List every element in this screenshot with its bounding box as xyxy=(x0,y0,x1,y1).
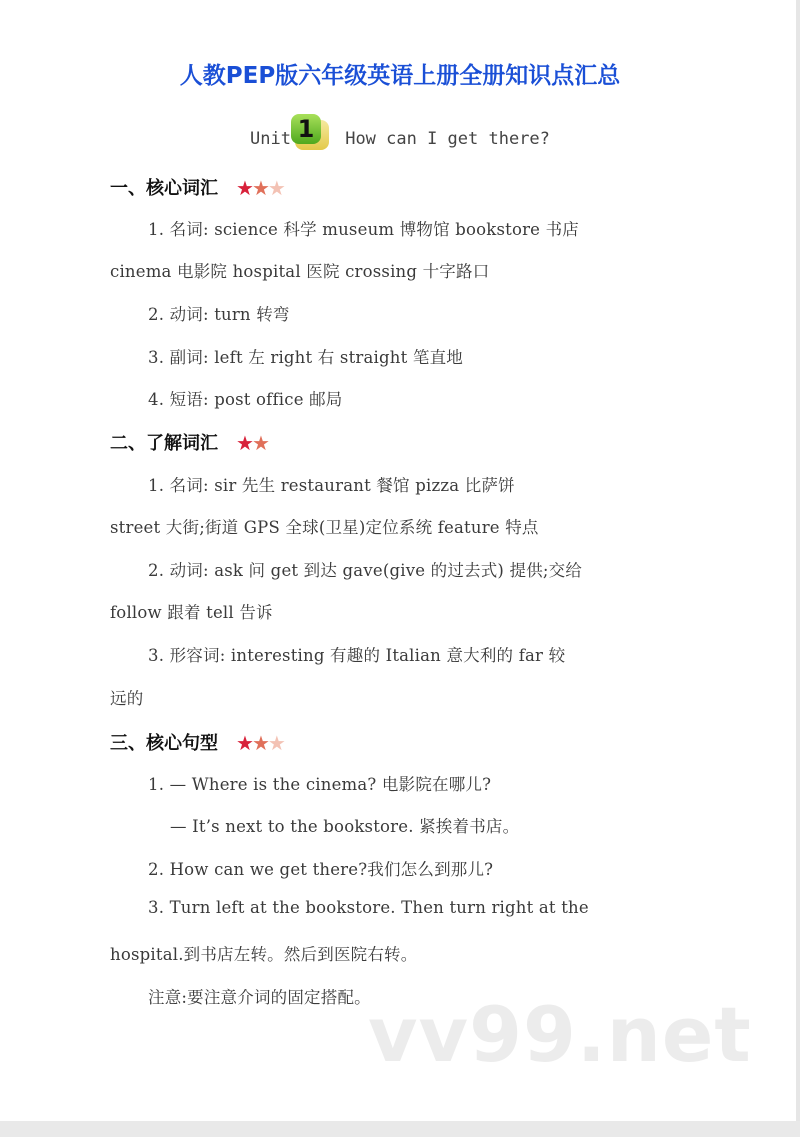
section1-line-2: cinema 电影院 hospital 医院 crossing 十字路口 xyxy=(110,262,490,281)
unit-prefix: Unit xyxy=(250,129,291,149)
section-heading-core-sentences xyxy=(110,729,284,755)
section1-line-4: 3. 副词: left 左 right 右 straight 笔直地 xyxy=(148,348,463,367)
unit-number-badge-icon xyxy=(291,114,329,150)
section3-note: 注意:要注意介词的固定搭配。 xyxy=(148,988,371,1007)
section-heading-text: 一、核心词汇 xyxy=(110,178,218,199)
unit-header xyxy=(250,115,550,150)
star-icon: ★ xyxy=(251,431,268,455)
section3-line-4: 3. Turn left at the bookstore. Then turn right at the xyxy=(148,898,589,917)
star-icon: ★ xyxy=(251,731,268,755)
rating-stars xyxy=(236,431,268,455)
star-icon: ★ xyxy=(251,176,268,200)
section1-line-3: 2. 动词: turn 转弯 xyxy=(148,305,290,324)
star-icon: ★ xyxy=(267,731,284,755)
section1-line-1: 1. 名词: science 科学 museum 博物馆 bookstore 书店 xyxy=(148,220,579,239)
section-heading-understanding-vocabulary xyxy=(110,429,268,455)
rating-stars xyxy=(236,176,284,200)
document-title: 人教PEP版六年级英语上册全册知识点汇总 xyxy=(179,63,621,89)
section-heading-text: 二、了解词汇 xyxy=(110,433,218,454)
rating-stars xyxy=(236,731,284,755)
section2-line-5: 3. 形容词: interesting 有趣的 Italian 意大利的 far 较 xyxy=(148,646,566,665)
page-bottom-edge xyxy=(0,1121,800,1137)
section2-line-6: 远的 xyxy=(110,689,144,708)
section2-line-2: street 大街;街道 GPS 全球(卫星)定位系统 feature 特点 xyxy=(110,518,539,537)
section3-line-2: — It’s next to the bookstore. 紧挨着书店。 xyxy=(170,817,520,836)
page-right-edge xyxy=(796,0,800,1137)
section2-line-4: follow 跟着 tell 告诉 xyxy=(110,603,273,622)
watermark: vv99.net xyxy=(368,990,752,1079)
section3-line-3: 2. How can we get there?我们怎么到那儿? xyxy=(148,860,494,879)
section2-line-3: 2. 动词: ask 问 get 到达 gave(give 的过去式) 提供;交给 xyxy=(148,561,583,580)
star-icon: ★ xyxy=(236,176,252,200)
star-icon: ★ xyxy=(236,731,252,755)
star-icon: ★ xyxy=(236,431,252,455)
section1-line-5: 4. 短语: post office 邮局 xyxy=(148,390,343,409)
section2-line-1: 1. 名词: sir 先生 restaurant 餐馆 pizza 比萨饼 xyxy=(148,476,515,495)
section3-line-1: 1. — Where is the cinema? 电影院在哪儿? xyxy=(148,775,492,794)
section-heading-text: 三、核心句型 xyxy=(110,733,218,754)
star-icon: ★ xyxy=(267,176,284,200)
unit-number: 1 xyxy=(291,114,321,144)
section3-line-5: hospital.到书店左转。然后到医院右转。 xyxy=(110,945,418,964)
section-heading-core-vocabulary xyxy=(110,174,284,200)
unit-title: How can I get there? xyxy=(345,129,550,149)
